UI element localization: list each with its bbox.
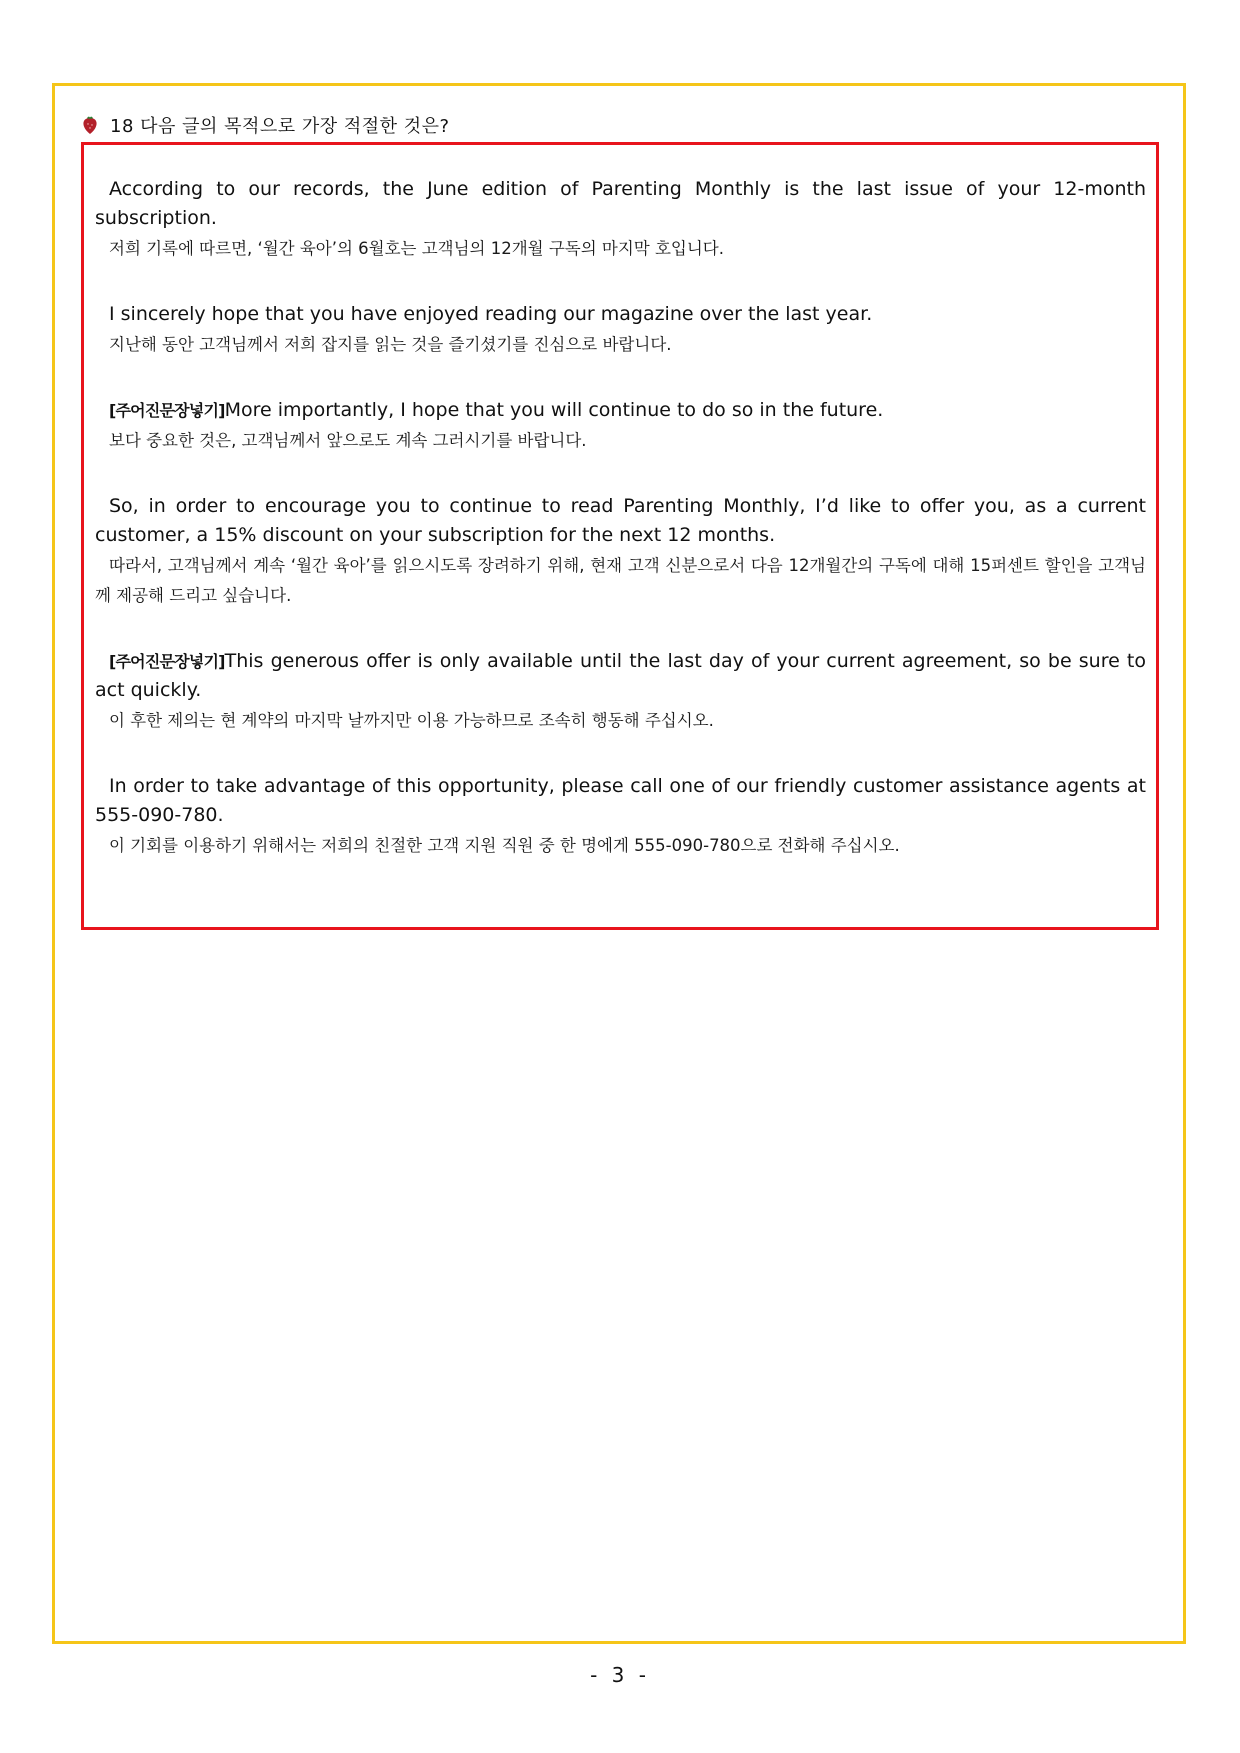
paragraph-5 [95,647,1146,736]
page-number: - 3 - [590,1663,650,1687]
korean-translation: 지난해 동안 고객님께서 저희 잡지를 읽는 것을 즐기셨기를 진심으로 바랍니다. [109,335,672,354]
english-sentence [95,492,1146,550]
english-text: In order to take advantage of this opportunity, please call one of our friendly customer assistance agents at 555-090-780. [95,775,1146,826]
paragraph-6 [95,772,1146,861]
english-text: I sincerely hope that you have enjoyed reading our magazine over the last year. [109,303,873,325]
korean-translation: 저희 기록에 따르면, ‘월간 육아’의 6월호는 고객님의 12개월 구독의 마지막 호입니다. [109,239,724,258]
korean-translation: 보다 중요한 것은, 고객님께서 앞으로도 계속 그러시기를 바랍니다. [109,431,587,450]
english-sentence [95,772,1146,830]
insert-sentence-tag: [주어진문장넣기] [109,401,225,420]
paragraph-1 [95,175,1146,264]
paragraph-4 [95,492,1146,611]
korean-translation: 따라서, 고객님께서 계속 ‘월간 육아’를 읽으시도록 장려하기 위해, 현재 고객 신분으로서 다음 12개월간의 구독에 대해 15퍼센트 할인을 고객님께 제공해 드리고 싶습니다. [95,556,1146,605]
strawberry-bullet-icon [82,115,98,135]
question-text: 18 다음 글의 목적으로 가장 적절한 것은? [110,116,450,137]
english-text: According to our records, the June edition of Parenting Monthly is the last issue of your 12-month subscription. [95,178,1146,229]
english-text: So, in order to encourage you to continue to read Parenting Monthly, I’d like to offer you, as a current customer, a 15% discount on your subscription for the next 12 months. [95,495,1146,546]
korean-translation: 이 후한 제의는 현 계약의 마지막 날까지만 이용 가능하므로 조속히 행동해 주십시오. [109,711,714,730]
english-text: This generous offer is only available until the last day of your current agreement, so be sure to act quickly. [95,650,1146,701]
paragraph-3 [95,396,1146,456]
english-text: More importantly, I hope that you will continue to do so in the future. [224,399,884,421]
question-header [82,112,450,138]
passage-box [81,142,1159,930]
english-sentence [95,300,1146,329]
korean-translation: 이 기회를 이용하기 위해서는 저희의 친절한 고객 지원 직원 중 한 명에게 555-090-780으로 전화해 주십시오. [109,836,900,855]
paragraph-2 [95,300,1146,360]
insert-sentence-tag: [주어진문장넣기] [109,652,225,671]
english-sentence [95,175,1146,233]
english-sentence [95,647,1146,705]
english-sentence [95,396,1146,425]
